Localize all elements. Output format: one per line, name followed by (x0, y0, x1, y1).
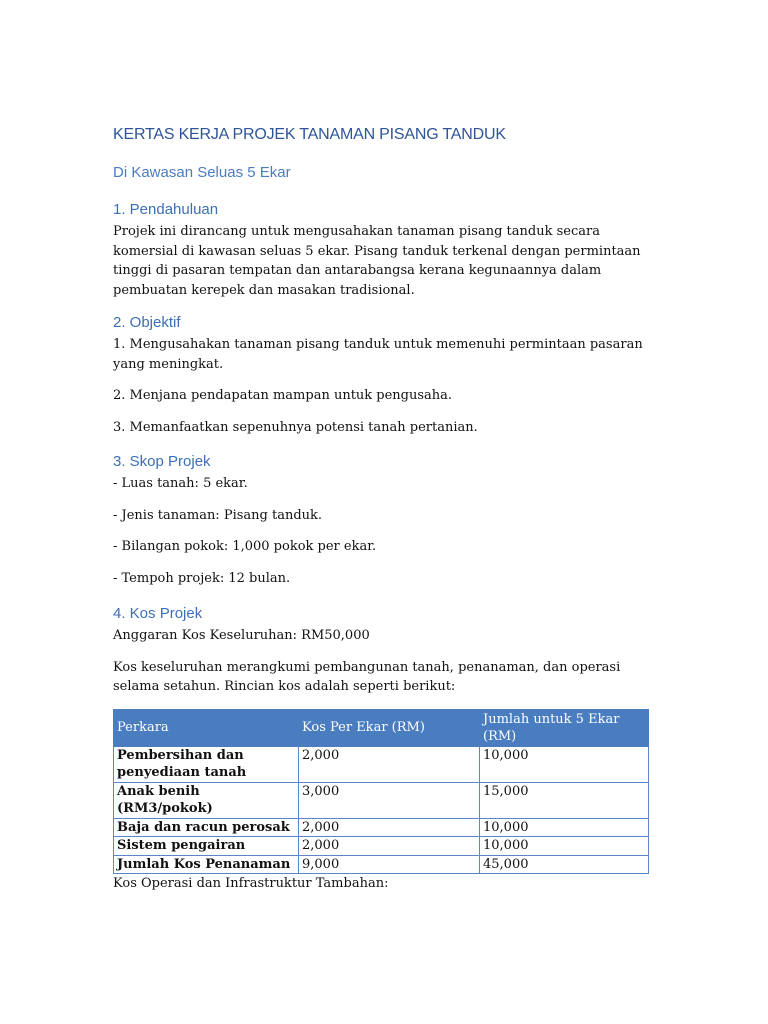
table-cell: Sistem pengairan (114, 837, 299, 856)
table-row (114, 855, 649, 874)
column-header: Jumlah untuk 5 Ekar (RM) (480, 709, 649, 746)
paragraph: Kos Operasi dan Infrastruktur Tambahan: (113, 876, 389, 891)
table-cell: 10,000 (480, 746, 649, 782)
table-cell: 15,000 (480, 782, 649, 818)
table-cell: 3,000 (299, 782, 480, 818)
table-cell: Anak benih (RM3/pokok) (114, 782, 299, 818)
table-row (114, 837, 649, 856)
section-heading: 3. Skop Projek (113, 453, 211, 470)
document-title: KERTAS KERJA PROJEK TANAMAN PISANG TANDUK (113, 126, 506, 143)
paragraph: Kos keseluruhan merangkumi pembangunan tanah, penanaman, dan operasi selama setahun. Rincian kos adalah seperti berikut: (113, 659, 621, 694)
section-skop (113, 453, 653, 588)
list-item: 3. Memanfaatkan sepenuhnya potensi tanah pertanian. (113, 419, 478, 435)
list-item: - Luas tanah: 5 ekar. (113, 476, 248, 491)
table-cell: 2,000 (299, 837, 480, 856)
list-item: - Bilangan pokok: 1,000 pokok per ekar. (113, 539, 377, 554)
cost-table (113, 709, 649, 875)
column-header: Kos Per Ekar (RM) (299, 709, 480, 746)
table-cell: 2,000 (299, 746, 480, 782)
table-cell: 10,000 (480, 818, 649, 837)
paragraph: Projek ini dirancang untuk mengusahakan tanaman pisang tanduk secara komersial di kawasan seluas 5 ekar. Pisang tanduk terkenal dengan permintaan tinggi di pasaran tempatan dan antarabangsa kerana kegunaannya dalam pembuatan kerepek dan masakan tradisional. (113, 224, 641, 298)
table-cell: Pembersihan dan penyediaan tanah (114, 746, 299, 782)
budget-total: Anggaran Kos Keseluruhan: RM50,000 (113, 628, 370, 643)
table-cell: 10,000 (480, 837, 649, 856)
list-item: 1. Mengusahakan tanaman pisang tanduk untuk memenuhi permintaan pasaran yang meningkat. (113, 337, 643, 372)
section-objektif (113, 314, 653, 437)
list-item: - Jenis tanaman: Pisang tanduk. (113, 507, 323, 523)
list-item: - Tempoh projek: 12 bulan. (113, 570, 291, 586)
document-subtitle: Di Kawasan Seluas 5 Ekar (113, 164, 291, 181)
section-pendahuluan (113, 201, 653, 300)
list-item: 2. Menjana pendapatan mampan untuk pengusaha. (113, 388, 453, 403)
column-header: Perkara (114, 709, 299, 746)
section-kos (113, 605, 653, 894)
section-heading: 4. Kos Projek (113, 605, 203, 622)
section-heading: 2. Objektif (113, 314, 181, 331)
table-row (114, 746, 649, 782)
table-cell: 45,000 (480, 855, 649, 874)
table-row (114, 782, 649, 818)
table-cell: 2,000 (299, 818, 480, 837)
table-row (114, 818, 649, 837)
section-heading: 1. Pendahuluan (113, 201, 219, 218)
table-cell: Jumlah Kos Penanaman (114, 855, 299, 874)
table-cell: Baja dan racun perosak (114, 818, 299, 837)
table-cell: 9,000 (299, 855, 480, 874)
table-header-row (114, 709, 649, 746)
